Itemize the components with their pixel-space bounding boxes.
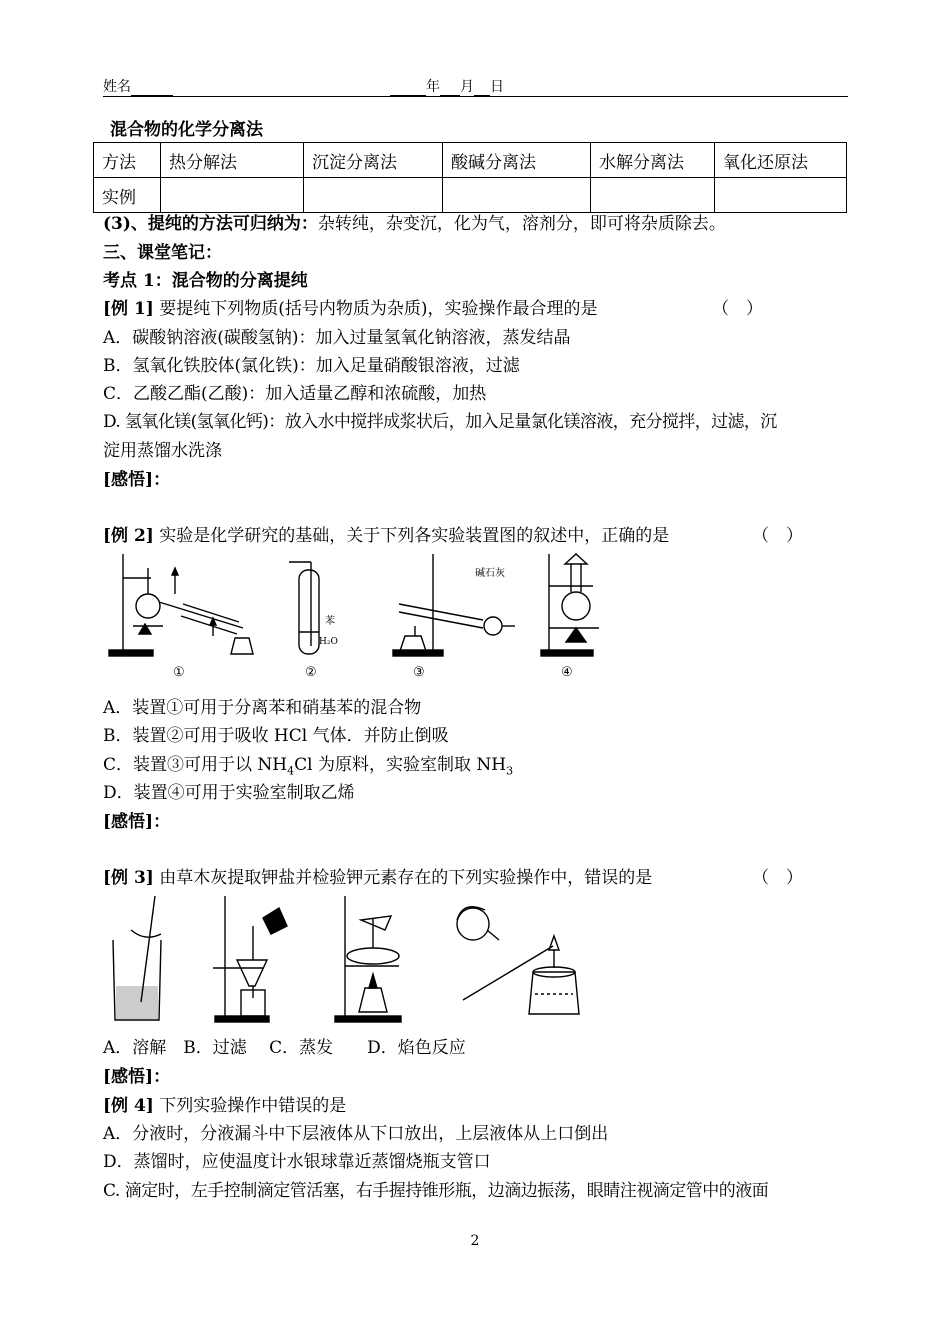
table-cell: [443, 178, 591, 213]
page-number: 2: [470, 1233, 480, 1249]
table-cell: 方法: [94, 143, 161, 178]
ex2-option-a: A．装置①可用于分离苯和硝基苯的混合物: [103, 698, 422, 718]
ex1-option-d-cont: 淀用蒸馏水洗涤: [103, 441, 222, 461]
ex3-options: A．溶解 B．过滤 C．蒸发 D．焰色反应: [103, 1038, 466, 1058]
table-cell: [591, 178, 715, 213]
ex4-option-d: D．蒸馏时，应使温度计水银球靠近蒸馏烧瓶支管口: [103, 1152, 491, 1172]
ex3-stem: [例 3] 由草木灰提取钾盐并检验钾元素存在的下列实验操作中，错误的是: [103, 868, 653, 888]
ex4-stem: [例 4] 下列实验操作中错误的是: [103, 1096, 347, 1116]
date-field: 年 月 日: [390, 76, 504, 96]
ganwu-label: [感悟]：: [103, 812, 171, 832]
section-title: 混合物的化学分离法: [110, 120, 263, 140]
methods-table: [93, 142, 847, 213]
ex2-answer-paren: （ ）: [752, 526, 803, 546]
operations-figure: [103, 890, 603, 1030]
summary-line: (3)、提纯的方法可归纳为：杂转纯，杂变沉，化为气，溶剂分，即可将杂质除去。: [103, 214, 726, 234]
water-label: H₂O: [319, 637, 338, 647]
ex4-option-a: A．分液时，分液漏斗中下层液体从下口放出，上层液体从上口倒出: [103, 1124, 609, 1144]
sodalime-label: 碱石灰: [475, 568, 505, 579]
fig-label-4: ④: [561, 665, 573, 680]
ex1-stem: [例 1] 要提纯下列物质(括号内物质为杂质)，实验操作最合理的是: [103, 299, 598, 319]
ex1-answer-paren: （ ）: [712, 299, 763, 319]
ex2-option-b: B．装置②可用于吸收 HCl 气体．并防止倒吸: [103, 726, 449, 746]
ex1-option-c: C．乙酸乙酯(乙酸)：加入适量乙醇和浓硫酸，加热: [103, 384, 487, 404]
ex3-answer-paren: （ ）: [752, 868, 803, 888]
ex4-option-c: C. 滴定时，左手控制滴定管活塞，右手握持锥形瓶，边滴边振荡，眼睛注视滴定管中的液面: [103, 1181, 769, 1201]
ex2-stem: [例 2] 实验是化学研究的基础，关于下列各实验装置图的叙述中，正确的是: [103, 526, 670, 546]
notes-heading: 三、课堂笔记：: [103, 243, 222, 263]
ex2-option-c: C．装置③可用于以 $NH_4Cl$ 为原料，实验室制取 $NH_3$: [103, 755, 514, 778]
ganwu-label: [感悟]：: [103, 1067, 171, 1087]
fig-label-3: ③: [413, 665, 425, 680]
table-cell: 沉淀分离法: [304, 143, 443, 178]
kaodian-heading: 考点 1：混合物的分离提纯: [103, 271, 308, 291]
ex1-option-b: B．氢氧化铁胶体(氯化铁)：加入足量硝酸银溶液，过滤: [103, 356, 520, 376]
ex1-option-a: A．碳酸钠溶液(碳酸氢钠)：加入过量氢氧化钠溶液，蒸发结晶: [103, 328, 571, 348]
ganwu-label: [感悟]：: [103, 470, 171, 490]
fig-label-2: ②: [305, 665, 317, 680]
table-cell: [161, 178, 304, 213]
apparatus-figure: [103, 550, 603, 682]
table-cell: 热分解法: [161, 143, 304, 178]
table-cell: 酸碱分离法: [443, 143, 591, 178]
table-cell: [304, 178, 443, 213]
table-row: [94, 143, 847, 178]
benzene-label: 苯: [325, 616, 335, 627]
table-row: [94, 178, 847, 213]
table-cell: 氧化还原法: [715, 143, 847, 178]
table-cell: [715, 178, 847, 213]
page-header: [103, 76, 848, 97]
name-field: 姓名: [103, 76, 173, 96]
ex1-option-d: D. 氢氧化镁(氢氧化钙)：放入水中搅拌成浆状后，加入足量氯化镁溶液，充分搅拌，过滤，沉: [103, 412, 777, 432]
table-cell: 水解分离法: [591, 143, 715, 178]
fig-label-1: ①: [173, 665, 185, 680]
table-cell: 实例: [94, 178, 161, 213]
ex2-option-d: D．装置④可用于实验室制取乙烯: [103, 783, 355, 803]
